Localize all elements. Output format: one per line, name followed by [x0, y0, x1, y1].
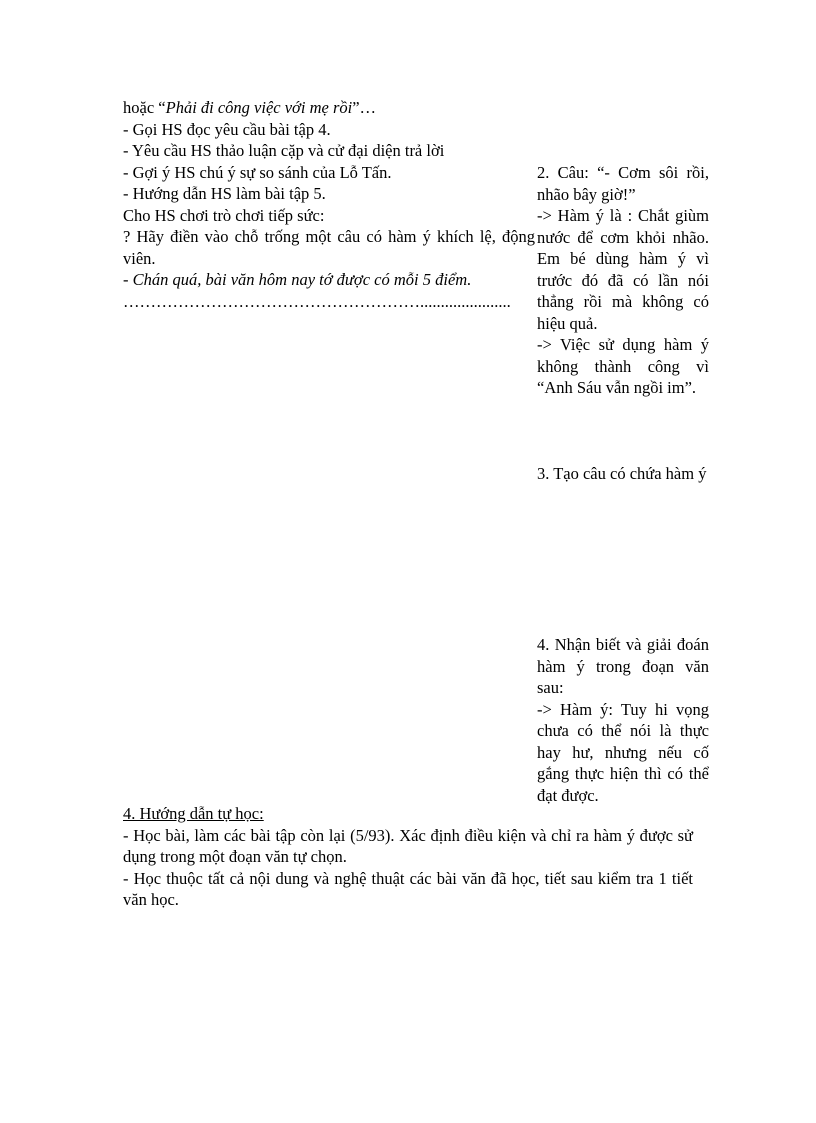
self-study-section: [123, 803, 693, 911]
answers-section-3: [537, 463, 709, 485]
s3-title: 3. Tạo câu có chứa hàm ý: [537, 464, 707, 483]
line-3: - Yêu cầu HS thảo luận cặp và cử đại diện trả lời: [123, 141, 445, 160]
self-study-heading: 4. Hướng dẫn tự học:: [123, 804, 264, 823]
answers-section-4: [537, 634, 709, 806]
teacher-activity-column: [123, 97, 535, 312]
s2-answer-a: -> Hàm ý là : Chắt giùm nước để cơm khỏi nhão. Em bé dùng hàm ý vì trước đó đã có lần nói thẳng rồi mà không có hiệu quả.: [537, 206, 709, 333]
text: hoặc “: [123, 98, 166, 117]
s2-title: 2. Câu: “- Cơm sôi rồi, nhão bây giờ!”: [537, 163, 709, 204]
s4-answer: -> Hàm ý: Tuy hi vọng chưa có thể nói là thực hay hư, nhưng nếu cố gắng thực hiện thì có thể đạt được.: [537, 699, 709, 805]
self-study-item-2: - Học thuộc tất cả nội dung và nghệ thuật các bài văn đã học, tiết sau kiểm tra 1 tiết văn học.: [123, 868, 693, 909]
self-study-item-1: - Học bài, làm các bài tập còn lại (5/93). Xác định điều kiện và chỉ ra hàm ý được sử dụng trong một đoạn văn tự chọn.: [123, 825, 693, 866]
line-4: - Gợi ý HS chú ý sự so sánh của Lỗ Tấn.: [123, 162, 392, 182]
italic-quote: Phải đi công việc với mẹ rồi: [165, 98, 353, 117]
answers-section-2: [537, 162, 709, 399]
line-1: [123, 97, 535, 119]
s2-answer-b: -> Việc sử dụng hàm ý không thành công vì “Anh Sáu vẫn ngồi im”.: [537, 335, 709, 397]
line-6: Cho HS chơi trò chơi tiếp sức:: [123, 205, 325, 225]
line-5: - Hướng dẫn HS làm bài tập 5.: [123, 184, 326, 203]
line-7: ? Hãy điền vào chỗ trống một câu có hàm ý khích lệ, động viên.: [123, 227, 535, 268]
line-2: - Gọi HS đọc yêu cầu bài tập 4.: [123, 119, 331, 139]
s4-title: 4. Nhận biết và giải đoán hàm ý trong đoạn văn sau:: [537, 635, 709, 697]
line-8: - Chán quá, bài văn hôm nay tớ được có mỗi 5 điểm.: [123, 270, 472, 289]
text: ”…: [352, 98, 377, 117]
dotted-blank: ………………………………………………......................: [123, 291, 511, 311]
